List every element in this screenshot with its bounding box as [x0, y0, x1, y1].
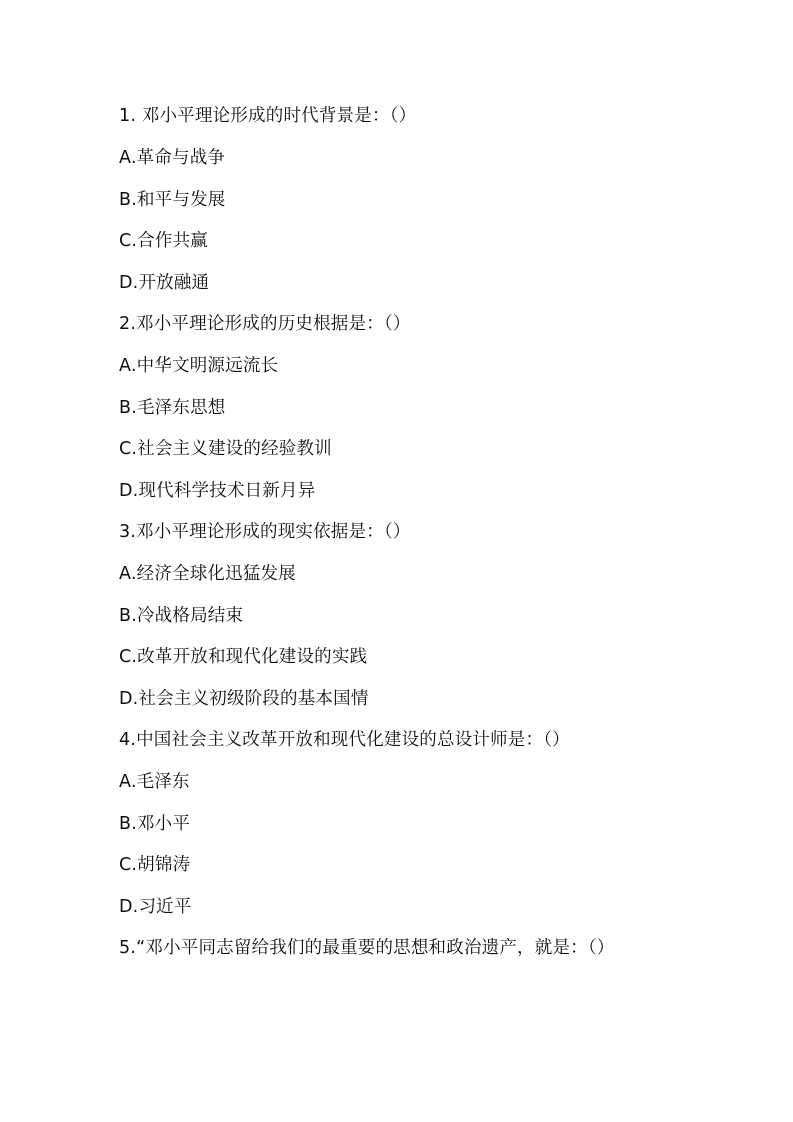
question-4-option-c: C.胡锦涛	[119, 855, 191, 875]
question-3-option-c: C.改革开放和现代化建设的实践	[119, 647, 368, 667]
question-3-stem: 3.邓小平理论形成的现实依据是：（）	[119, 522, 411, 542]
question-5-stem: 5.“邓小平同志留给我们的最重要的思想和政治遗产，就是：（）	[119, 938, 615, 958]
question-2-option-b: B.毛泽东思想	[119, 398, 226, 418]
question-4-option-a: A.毛泽东	[119, 772, 190, 792]
question-2-option-c: C.社会主义建设的经验教训	[119, 439, 332, 459]
question-1-option-d: D.开放融通	[119, 273, 210, 293]
question-3-option-d: D.社会主义初级阶段的基本国情	[119, 689, 369, 709]
question-2-stem: 2.邓小平理论形成的历史根据是：（）	[119, 314, 411, 334]
question-1-option-c: C.合作共赢	[119, 231, 208, 251]
question-4-option-d: D.习近平	[119, 897, 192, 917]
question-3-option-b: B.冷战格局结束	[119, 606, 244, 626]
question-4-option-b: B.邓小平	[119, 814, 191, 834]
question-1-option-b: B.和平与发展	[119, 190, 226, 210]
question-2-option-a: A.中华文明源远流长	[119, 356, 279, 376]
question-2-option-d: D.现代科学技术日新月异	[119, 481, 316, 501]
question-3-option-a: A.经济全球化迅猛发展	[119, 564, 296, 584]
question-1-stem: 1. 邓小平理论形成的时代背景是：（）	[119, 106, 417, 126]
question-1-option-a: A.革命与战争	[119, 148, 226, 168]
question-4-stem: 4.中国社会主义改革开放和现代化建设的总设计师是：（）	[119, 730, 570, 750]
